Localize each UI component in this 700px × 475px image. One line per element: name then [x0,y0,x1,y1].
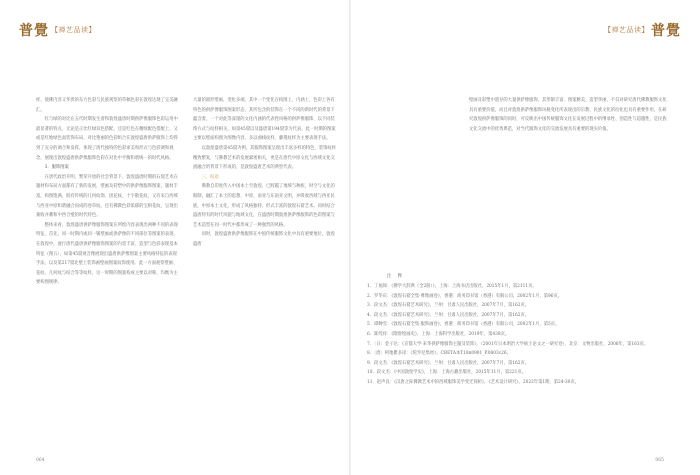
note-text: 7．〔日〕金子达：《京都大学·来华供萨像服饰主题及装饰》，（2001年日本明治大学硕士论文之一研究卷），北京：文物出版社，2006年，第163页。 [367,341,649,347]
notes-title: 注 释 [387,274,403,279]
note-item [367,282,667,292]
note-item [367,301,667,311]
note-text: 9．段文杰：《敦煌石窟艺术研究》，兰州：甘肃人民出版社，2007年7月，第162页。 [367,360,530,366]
paragraph: 佛教自印度传入中国本土至敦煌，已跨越了地域与种族、时空与文化的限制，融汇了本土的思想、中原、南亚与东南亚文明，并吸收西域与西亚民族，中原本土文化，形成了风格独特、形式丰富的敦煌石窟艺术。同时结合盛唐特有的时代风貌与地域文化，在盛唐时期敦煌供萨像服饰的色彩图案与艺术造型在同一时代中都形成了一种强烈的风格。 [193,184,335,228]
paragraph: 整体来看，敦煌盛唐供萨像服饰图案在所绘内容表现出两种不同的表现特征，首先，同一时期内或同一铺壁画或供萨像的不同部位等图案的表现，在敦煌中，流行唐代盛唐供萨像服饰图案的内容丰富、造型与色彩表现基本特征（图五），如第45窟观音像展现出盛唐供萨像图案主要风格特征的表现手法，以及第217窟北壁上装饰画壁画图案纹饰使用。此一方面观察壁画、花纹、几何纹与结合等等纹样，这一时期的图案构成主要以对称、均衡为主要构图规律。 [36,222,178,286]
right-page-header [604,20,681,40]
note-item [367,340,667,350]
notes-section [367,273,667,388]
note-text: 8．〔唐〕阿地瞿多译：《陀罗尼集经》，CBETA本T18n0901_P.0803c26。 [367,351,511,357]
notes-list [367,282,667,388]
column-label: 【禅艺品读】 [51,26,96,34]
magazine-logo: 普覺 [19,23,49,39]
note-item [367,311,667,321]
paragraph: 同时，敦煌盛唐供萨像服饰在中国传统服饰文化中具有重要地位，敦煌盛唐 [193,232,335,247]
paragraph: 样，使佛内容又华贵的东方色彩与民族观察的草稿色彩在敦煌达现了完美融汇。 [36,98,178,113]
section-heading: 三、结语 [201,174,219,180]
note-item [367,368,667,378]
left-page-column-1 [36,96,180,288]
right-page-column [469,96,669,134]
note-item [367,378,667,388]
note-text: 11．赵声良：《汉唐之际佛教艺术中的西域服饰美学变迁探析》，《艺术设计研究》，2022年第1期，第24-30页。 [367,379,579,385]
note-item [367,330,667,340]
page-gutter [349,0,351,475]
note-text: 1．丁福保：《佛学大辞典（全2册）》，上海：上海书店出版社，2015年1月，第2111页。 [367,284,537,289]
magazine-logo: 普覺 [651,23,681,39]
note-text: 2．罗华庆：《敦煌石窟全集·尊像画卷》，香港：商务印书馆（香港）有限公司，2002年1月，第96页。 [367,293,563,299]
left-page-column-2 [193,96,336,250]
note-text: 5．谭蝉雪：《敦煌石窟全集·服饰画卷》，香港：商务印书馆（香港）有限公司，2002年1月，第5页。 [367,322,560,328]
column-label: 【禅艺品读】 [604,26,649,34]
left-page-header [19,20,96,40]
left-page-number: 064 [36,458,45,463]
paragraph: 红与绿的对比在五代时期发生着和敦煌盛唐时期供萨像服饰色彩运用中最显著的特点，无论是正比红绿双色搭配，还是红色在精绿配色搭配上，又或是红地绿色面装饰布局，对比艳丽的色彩组合在敦煌盛唐供萨服饰上均得到了充分的调合和发挥，体现了唐代独特的色彩审美和形式与色彩调和观念，展现出敦煌盛唐供萨像服饰色彩在对比中平衡和谐统一的时代风格。 [36,117,178,161]
paragraph: 大量的圆形壁画，变化多端，其中一个变化在构图上、内涵上、色彩上各有特色的供萨像服饰图案形态，其所包含的装饰在一个不同的新时代的背景下蕴含着，一个对此等深邃的文化内涵的代表性风格的供萨像服饰，以不同装饰方式与纹样相关，如第45窟以及盛唐第194窟等为代表。此一时期的图案主要以壁面构图为图像内容，多以曲线纹样、藤蔓纹样为主要表现手法。 [193,98,336,142]
note-text: 10．段文杰：《中国敦煌学史》，上海：上海古籍出版社，2015年11月，第221页。 [367,370,526,376]
paragraph: 壁画及彩塑中遗存的大量供萨像服饰，其形制丰富、图案精美、造型华丽，不仅对研究唐代佛教服饰文化具有重要价值，而且对敦煌供萨像服饰风格变化所表现出的宗教、民族文化的衍化也具有重要作用，在研究敦煌供萨像服饰的同时，可反映出中国传统服饰文化在发展过程中的继承性、创造性与超越性，是民族文化交流中的优秀典范，对当代服饰文化的交流发展具有重要的现实价值。 [469,98,667,132]
note-text: 6．陈绶祥：《隋唐绘画史》，上海：上海科学出版社，2019年，第438页。 [367,331,510,337]
note-text: 4．段文杰：《敦煌石窟艺术研究》，兰州：甘肃人民出版社，2007年7月，第162页。 [367,312,530,318]
note-text: 3．段文杰：《敦煌石窟艺术研究》，兰州：甘肃人民出版社，2007年7月，第162页。 [367,303,530,309]
note-item [367,292,667,302]
paragraph: 在唐代政治开明、繁荣开放的社会背景下，敦煌盛唐时期的石窟艺术在题材和布局方面都有了新的发展，壁画及彩塑中的供萨像服饰图案，题材丰富，构图饱满，既有传统的几何纹饰、团花纹、十字散花纹，又有来自西域与西亚中原和谐融合而成的卷草纹，还有佛教色彩浓郁的宝相花纹，呈现出兼收并蓄和中西合璧的时代特色。 [36,174,178,219]
note-item [367,359,667,369]
section-heading: 3．服饰图案 [44,165,69,171]
paragraph: 以敦煌盛唐第45窟为例，其服饰图案呈现出丰富多样的特色，装饰纹样精致繁复，与佛教艺术的发展紧密相关，更是在唐代中原文化与西域文化交流融合的背景下形成的，是敦煌盛唐艺术的典型代表。 [193,145,336,171]
right-page-number: 065 [655,458,664,463]
note-item [367,349,667,359]
note-item [367,320,667,330]
